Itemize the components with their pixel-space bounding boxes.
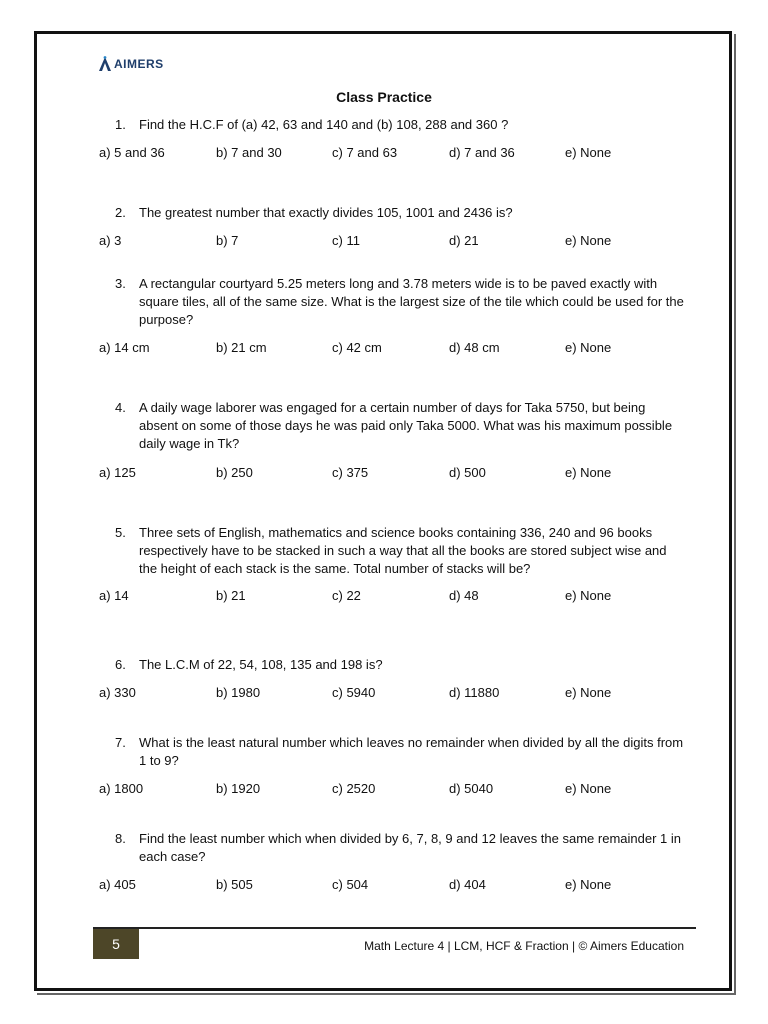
option-a: a) 405 [99,877,136,892]
option-c: c) 2520 [332,781,376,796]
question-number: 3. [115,276,126,291]
page-number-box [93,929,139,959]
logo-icon [98,56,112,72]
page-number: 5 [112,936,120,952]
option-b: b) 7 [216,233,239,248]
question-text: What is the least natural number which leaves no remainder when divided by all the digits from 1 to 9? [139,735,684,768]
question-3 [115,275,685,329]
question-number: 7. [115,735,126,750]
footer-divider [93,927,696,929]
footer-text: Math Lecture 4 | LCM, HCF & Fraction | © Aimers Education [364,939,684,953]
option-a: a) 14 [99,588,129,603]
option-b: b) 1920 [216,781,261,796]
option-c: c) 11 [332,233,360,248]
question-4 [115,399,685,453]
option-a: a) 3 [99,233,122,248]
option-e: e) None [565,233,612,248]
option-d: d) 404 [449,877,486,892]
option-a: a) 5 and 36 [99,145,165,160]
question-number: 5. [115,525,126,540]
option-b: b) 21 [216,588,246,603]
option-c: c) 22 [332,588,361,603]
options-4 [99,464,699,482]
option-c: c) 375 [332,465,369,480]
question-number: 6. [115,657,126,672]
logo-text: AIMERS [114,57,164,71]
options-3 [99,339,699,357]
question-8 [115,830,685,866]
question-5 [115,524,685,578]
option-c: c) 7 and 63 [332,145,398,160]
option-b: b) 505 [216,877,253,892]
option-e: e) None [565,340,612,355]
question-2 [115,204,685,222]
options-7 [99,780,699,798]
option-d: d) 48 [449,588,479,603]
question-text: The greatest number that exactly divides 105, 1001 and 2436 is? [139,205,513,220]
option-d: d) 5040 [449,781,494,796]
option-d: d) 500 [449,465,486,480]
question-number: 2. [115,205,126,220]
question-text: A daily wage laborer was engaged for a certain number of days for Taka 5750, but being absent on some of those days he was paid only Taka 5000. What was his maximum possible daily wage in Tk? [139,400,673,451]
option-a: a) 1800 [99,781,144,796]
option-b: b) 250 [216,465,253,480]
option-a: a) 14 cm [99,340,150,355]
option-b: b) 21 cm [216,340,267,355]
question-text: Three sets of English, mathematics and science books containing 336, 240 and 96 books respectively have to be stacked in such a way that all the books are stored subject wise and the height of each stack is the same. Total number of stacks will be? [139,525,667,576]
question-number: 1. [115,117,126,132]
option-b: b) 1980 [216,685,261,700]
options-5 [99,587,699,605]
option-d: d) 7 and 36 [449,145,515,160]
question-text: Find the least number which when divided by 6, 7, 8, 9 and 12 leaves the same remainder 1 in each case? [139,831,681,864]
question-number: 4. [115,400,126,415]
question-text: The L.C.M of 22, 54, 108, 135 and 198 is? [139,657,383,672]
question-text: A rectangular courtyard 5.25 meters long and 3.78 meters wide is to be paved exactly with square tiles, all of the same size. What is the largest size of the tile which could be used for the purpose? [139,276,684,327]
option-e: e) None [565,877,612,892]
options-8 [99,876,699,894]
option-e: e) None [565,588,612,603]
question-text: Find the H.C.F of (a) 42, 63 and 140 and (b) 108, 288 and 360 ? [139,117,509,132]
option-d: d) 21 [449,233,479,248]
option-a: a) 125 [99,465,136,480]
question-number: 8. [115,831,126,846]
options-6 [99,684,699,702]
page-title: Class Practice [336,89,432,105]
option-e: e) None [565,465,612,480]
option-c: c) 5940 [332,685,376,700]
option-c: c) 42 cm [332,340,382,355]
option-e: e) None [565,685,612,700]
option-d: d) 11880 [449,685,500,700]
options-1 [99,144,699,162]
question-6 [115,656,685,674]
option-e: e) None [565,781,612,796]
question-1 [115,116,685,134]
option-a: a) 330 [99,685,136,700]
option-c: c) 504 [332,877,369,892]
option-d: d) 48 cm [449,340,500,355]
option-e: e) None [565,145,612,160]
option-b: b) 7 and 30 [216,145,282,160]
options-2 [99,232,699,250]
brand-logo [98,55,164,73]
question-7 [115,734,685,770]
